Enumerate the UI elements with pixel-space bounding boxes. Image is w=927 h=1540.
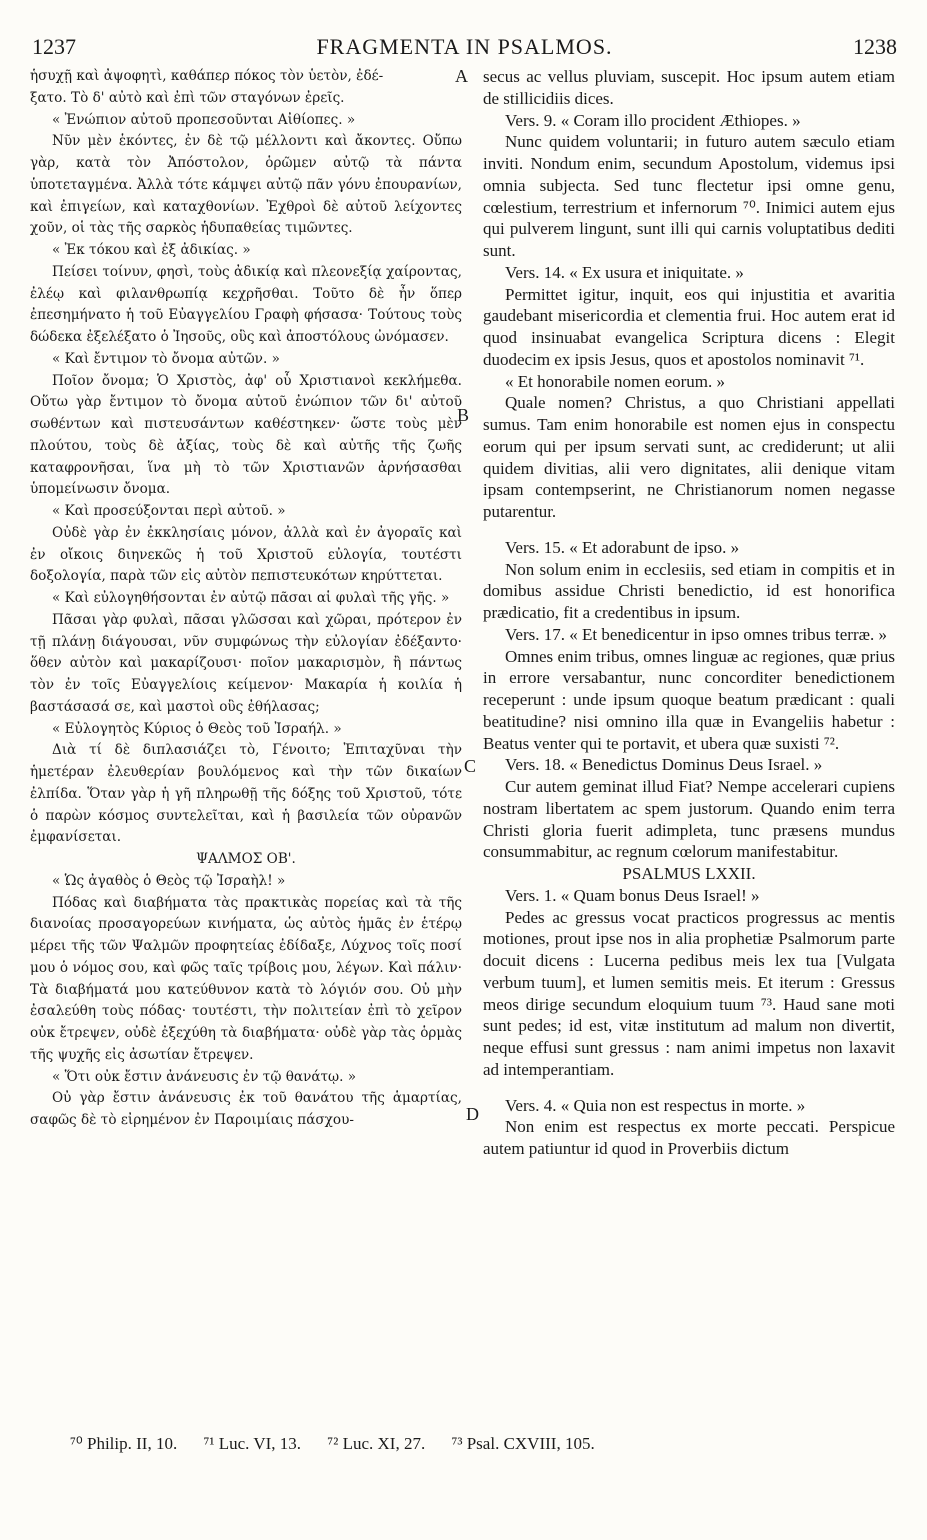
greek-paragraph: « Εὐλογητὸς Κύριος ὁ Θεὸς τοῦ Ἰσραήλ. »	[52, 720, 342, 737]
latin-paragraph	[483, 1081, 895, 1095]
greek-paragraph: Ποῖον ὄνομα; Ὁ Χριστὸς, ἀφ' οὗ Χριστιανοὶ κεκλήμεθα. Οὕτω γὰρ ἔντιμον τὸ ὄνομα αὐτοῦ ἐνώπιον τῶν δι' αὐτοῦ σωθέντων καὶ πιστευσάντων καθέστηκεν· ὥστε τοὺς μὲν πλούτου, τοὺς δὲ ἀξίας, τοὺς δὲ καὶ αὐτῆς τῆς ζωῆς καταφρονῆσαι, ἵνα μὴ τὸ τῶν Χριστιανῶν ἀρνήσασθαι ὑπομείνωσιν ὄνομα.	[30, 372, 462, 498]
greek-paragraph: Πόδας καὶ διαβήματα τὰς πρακτικὰς πορείας καὶ τὰ τῆς διανοίας προσαγορεύων κινήματα, ὡς αὐτὸς ἡμᾶς ἐν ἑτέρῳ μέρει τῆς τῶν Ψαλμῶν προφητείας ἐδίδαξε, Λύχνος τοῖς ποσί μου ὁ νόμος σου, καὶ φῶς ταῖς τρίβοις μου, λέγων. Καὶ πάλιν· Τὰ διαβήματά μου κατεύθυνον κατὰ τὸ λόγιόν σου. Οὐ μὴν ἐσαλεύθη τοὺς πόδας· τουτέστι, τὴν πολιτείαν ἐπὶ τὸ χεῖρον οὐκ ἔτρεψεν, οὐδὲ ἐξεχύθη τὰ διαβήματα· οὐδὲ γὰρ τὰς ὁρμὰς τῆς ψυχῆς εἰς ἀσωτίαν ἔτρεψεν.	[30, 894, 462, 1063]
latin-paragraph: Vers. 4. « Quia non est respectus in morte. »	[505, 1095, 806, 1115]
greek-paragraph: « Καὶ προσεύξονται περὶ αὐτοῦ. »	[52, 503, 286, 519]
latin-paragraph: « Et honorabile nomen eorum. »	[505, 371, 726, 391]
latin-paragraph: Permittet igitur, inquit, eos qui injustitia et avaritia gaudebant misericordia et clementia frui. Hoc autem erat id quod insinuabat evangelica Scriptura dicens : Elegit duodecim ex ipsis Jesus, quos et apostolos nominavit ⁷¹.	[483, 284, 895, 369]
margin-marker-d: D	[466, 1104, 479, 1124]
running-header	[32, 34, 897, 62]
latin-paragraph	[483, 523, 895, 537]
greek-column	[30, 66, 462, 1132]
page-number-right: 1238	[853, 34, 897, 59]
greek-paragraph: « Ὡς ἀγαθὸς ὁ Θεὸς τῷ Ἰσραὴλ! »	[52, 872, 286, 889]
latin-paragraph: Vers. 17. « Et benedicentur in ipso omnes tribus terræ. »	[505, 624, 887, 644]
greek-paragraph: Νῦν μὲν ἑκόντες, ἐν δὲ τῷ μέλλοντι καὶ ἄκοντες. Οὔπω γὰρ, κατὰ τὸν Ἀπόστολον, ὁρῶμεν αὐτῷ τὰ πάντα ὑποτεταγμένα. Ἀλλὰ τότε κάμψει αὐτῷ πᾶν γόνυ ἐπουρανίων, καὶ ἐπιγείων, καὶ καταχθονίων. Ἐχθροὶ δὲ αὐτοῦ λείχοντες χοῦν, οἱ τὰς τῆς σαρκὸς ἡδυπαθείας τιμῶντες.	[30, 133, 462, 237]
latin-paragraph: Nunc quidem voluntarii; in futuro autem sæculo etiam inviti. Nondum enim, secundum Apostolum, videmus ipsi omnia subjecta. Sed tunc flectetur ipsi omne genu, cœlestium, terrestrium et infernorum ⁷⁰. Inimici autem ejus qui pulverem lingunt, sunt illi qui carnis voluptatibus dediti sunt.	[483, 132, 895, 260]
footnotes	[70, 1434, 617, 1454]
running-title: FRAGMENTA IN PSALMOS.	[316, 34, 613, 59]
latin-paragraph: Pedes ac gressus vocat practicos progressus ac mentis motiones, prout ipse nos in alia prophetiæ Psalmorum parte docuit dicens : Lucerna pedibus meis lex tua [Vulgata verbum tuum], et lumen semitis meis. Et iterum : Gressus meos dirige secundum eloquium tuum ⁷³. Haud sane moti sunt pedes; id est, vitæ institutum ad malum non divertit, neque effusi sunt gressus : nam animi impetus non laxavit ad intemperantiam.	[483, 907, 895, 1079]
greek-paragraph: ἡσυχῇ καὶ ἀψοφητὶ, καθάπερ πόκος τὸν ὑετὸν, ἐδέ-	[30, 68, 384, 84]
greek-paragraph: « Καὶ εὐλογηθήσονται ἐν αὐτῷ πᾶσαι αἱ φυλαὶ τῆς γῆς. »	[52, 590, 450, 606]
footnote-71: ⁷¹ Luc. VI, 13.	[203, 1434, 302, 1453]
latin-paragraph: Vers. 18. « Benedictus Dominus Deus Israel. »	[505, 755, 823, 775]
greek-paragraph: « Ἐκ τόκου καὶ ἐξ ἀδικίας. »	[52, 242, 251, 258]
footnote-70: ⁷⁰ Philip. II, 10.	[70, 1434, 178, 1453]
margin-marker-c: C	[464, 756, 477, 776]
page-number-left: 1237	[32, 34, 76, 59]
latin-paragraph: Cur autem geminat illud Fiat? Nempe accelerari cupiens nostram libertatem ac spem justorum. Quando enim terra Christi gloria fuerit adimpleta, tunc præsens mundus consummabitur, ac regnum cœlorum manifestabitur.	[483, 777, 895, 862]
latin-paragraph: PSALMUS LXXII.	[622, 864, 756, 883]
greek-paragraph: « Καὶ ἔντιμον τὸ ὄνομα αὐτῶν. »	[52, 350, 280, 367]
greek-paragraph: ΨΑΛΜΟΣ ΟΒ'.	[196, 851, 296, 867]
latin-paragraph: secus ac vellus pluviam, suscepit. Hoc ipsum autem etiam de stillicidiis dices.	[483, 67, 895, 108]
latin-paragraph: Non solum enim in ecclesiis, sed etiam in compitis et in domibus assidue Christi benedictio, id est honorifica prædicatio, fit a credentibus in ipsum.	[483, 559, 895, 622]
latin-paragraph: Vers. 14. « Ex usura et iniquitate. »	[505, 262, 744, 282]
latin-paragraph: Vers. 9. « Coram illo procident Æthiopes. »	[505, 110, 801, 130]
greek-paragraph: Οὐ γὰρ ἔστιν ἀνάνευσις ἐκ τοῦ θανάτου τῆς ἁμαρτίας, σαφῶς δὲ τὸ εἰρημένον ἐν Παροιμίαις πάσχου-	[30, 1090, 462, 1128]
footnote-73: ⁷³ Psal. CXVIII, 105.	[451, 1434, 595, 1453]
greek-paragraph: « Ὅτι οὐκ ἔστιν ἀνάνευσις ἐν τῷ θανάτῳ. »	[52, 1068, 357, 1085]
greek-paragraph: « Ἐνώπιον αὐτοῦ προπεσοῦνται Αἰθίοπες. »	[52, 111, 356, 128]
latin-paragraph: Non enim est respectus ex morte peccati. Perspicue autem patiuntur id quod in Proverbiis dictum	[483, 1117, 895, 1158]
margin-marker-b: B	[457, 405, 470, 425]
footnote-72: ⁷² Luc. XI, 27.	[327, 1434, 426, 1453]
greek-paragraph: Διὰ τί δὲ διπλασιάζει τὸ, Γένοιτο; Ἐπιταχῦναι τὴν ἡμετέραν ἐλευθερίαν βουλόμενος καὶ τὴν τῶν δικαίων ἐλπίδα. Ὅταν γὰρ ἡ γῆ πληρωθῇ τῆς δόξης τοῦ Χριστοῦ, τότε ὁ παρὼν κόσμος συντελεῖται, καὶ ἡ βασιλεία τῶν οὐρανῶν ἐμφανίσεται.	[30, 742, 462, 846]
latin-paragraph: Vers. 15. « Et adorabunt de ipso. »	[505, 537, 740, 557]
greek-paragraph: Πᾶσαι γὰρ φυλαὶ, πᾶσαι γλῶσσαι καὶ χῶραι, πρότερον ἐν τῇ πλάνῃ διάγουσαι, νῦν συμφώνως τὴν εὐλογίαν ἐδέξαντο· ὅθεν αὐτὸν καὶ μακαρίζουσι· ποῖον μακαρισμὸν, ἢ πάντως τὸν ἐν τοῖς Εὐαγγελίοις κείμενον· Μακαρία ἡ κοιλία ἡ βαστάσασά σε, καὶ μαστοὶ οὓς ἐθήλασας;	[30, 611, 462, 715]
latin-paragraph: Vers. 1. « Quam bonus Deus Israel! »	[505, 885, 760, 905]
margin-marker-a: A	[455, 66, 468, 86]
latin-paragraph: Quale nomen? Christus, a quo Christiani appellati sumus. Tam enim honorabile est nomen ejus in conspectu eorum qui per ipsum servati sunt, ac crediderunt; ut alii quidem divitias, alii vero dignitates, alii denique vitam ipsam contempserint, ne Christianorum nomen negasse putarentur.	[483, 393, 895, 521]
latin-paragraph: Omnes enim tribus, omnes linguæ ac regiones, quæ prius in errore versabantur, nunc concorditer benedictionem receperunt : unde ipsum quoque beatum prædicant : quali beatitudine? nisi omnino illa quæ in Evangeliis habetur : Beatus venter qui te portavit, et ubera quæ suxisti ⁷².	[483, 646, 895, 753]
latin-column	[483, 66, 895, 1160]
greek-paragraph: ξατο. Τὸ δ' αὐτὸ καὶ ἐπὶ τῶν σταγόνων ἐρεῖς.	[30, 89, 345, 106]
greek-paragraph: Οὐδὲ γὰρ ἐν ἐκκλησίαις μόνον, ἀλλὰ καὶ ἐν ἀγοραῖς καὶ ἐν οἴκοις διηνεκῶς ἡ τοῦ Χριστοῦ εὐλογία, τουτέστι δοξολογία, παρὰ τῶν εἰς αὐτὸν πεπιστευκότων κηρύττεται.	[30, 524, 462, 585]
greek-paragraph: Πείσει τοίνυν, φησὶ, τοὺς ἀδικίᾳ καὶ πλεονεξίᾳ χαίροντας, ἐλέῳ καὶ φιλανθρωπίᾳ κεχρῆσθαι. Τοῦτο δὲ ἦν ὅπερ ἐπεσημήνατο ἡ τοῦ Εὐαγγελίου Γραφὴ φήσασα· Τούτους τοὺς δώδεκα ἐξελέξατο ὁ Ἰησοῦς, οὓς καὶ ἀποστόλους ὠνόμασεν.	[30, 263, 462, 345]
